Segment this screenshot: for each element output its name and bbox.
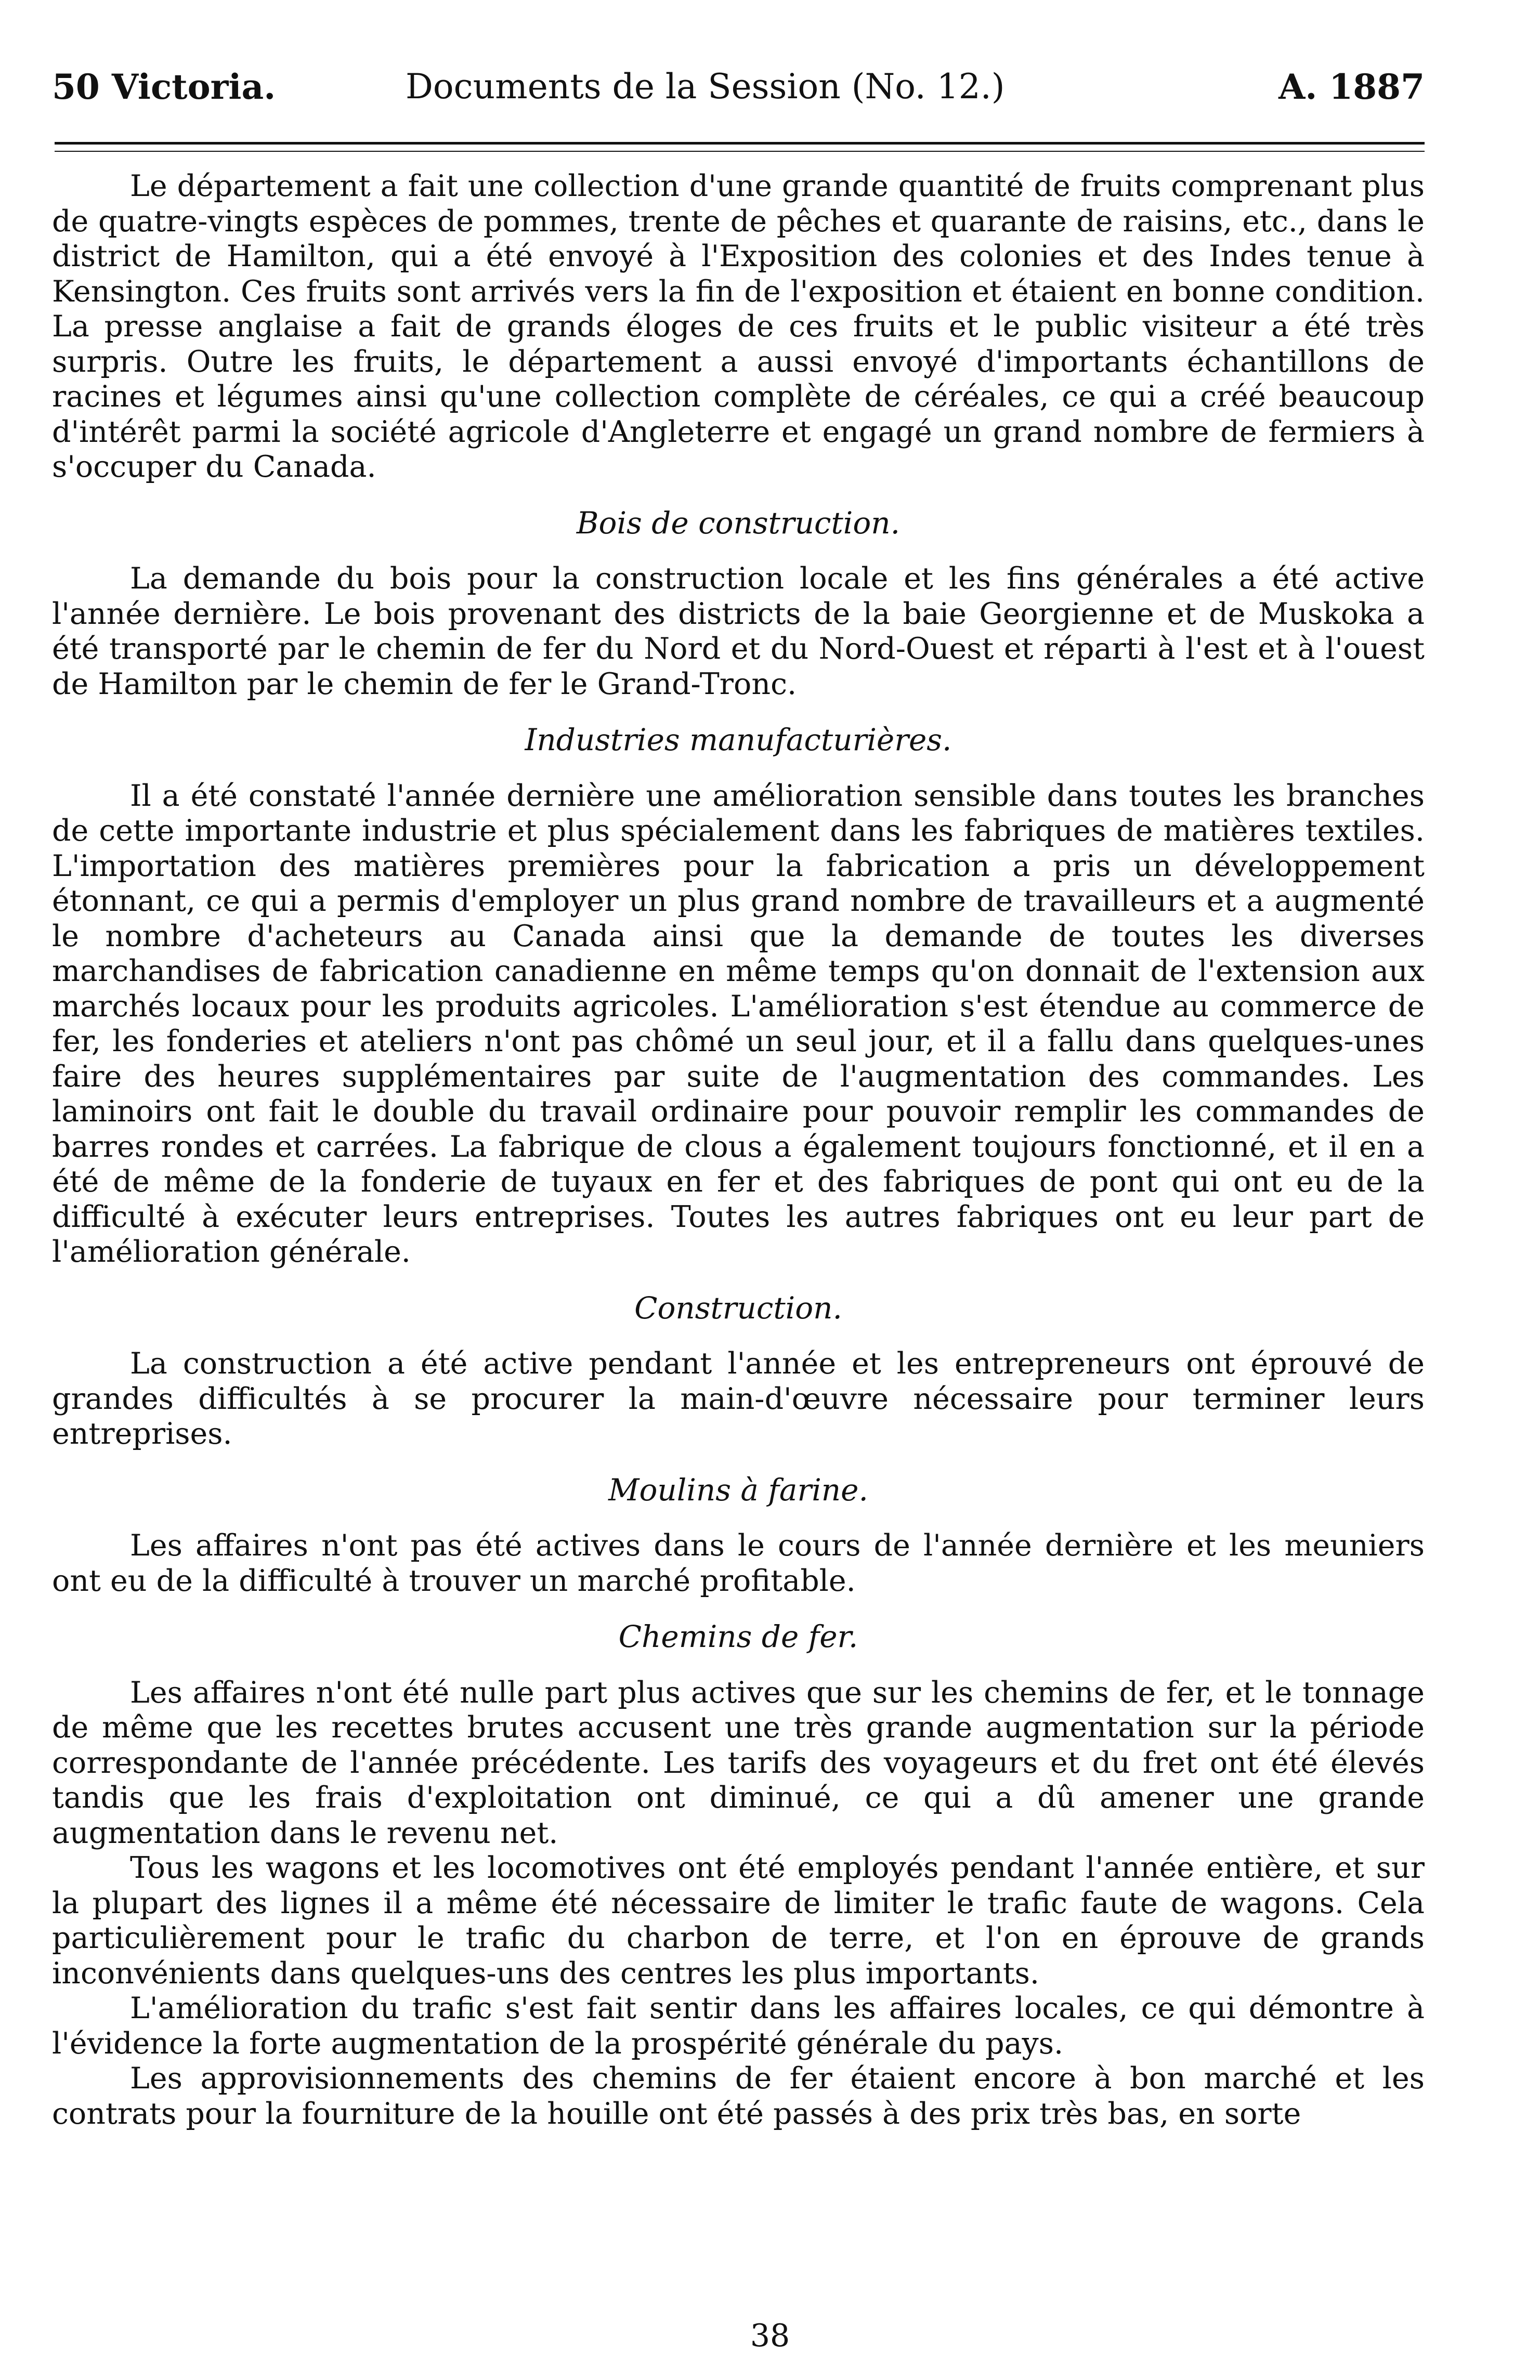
paragraph: Les affaires n'ont été nulle part plus actives que sur les chemins de fer, et le tonnage de même que les recettes brutes accusent une très grande augmentation sur la période correspondante de l'année précédente. Les tarifs des voyageurs et du fret ont été élevés tandis que les frais d'exploitation ont diminué, ce qui a dû amener une grande augmentation dans le revenu net. xyxy=(52,1675,1425,1850)
paragraph: La construction a été active pendant l'année et les entrepreneurs ont éprouvé de grandes difficultés à se procurer la main-d'œuvre nécessaire pour terminer leurs entreprises. xyxy=(52,1346,1425,1451)
section-heading: Industries manufacturières. xyxy=(525,722,952,757)
paragraph: Le département a fait une collection d'une grande quantité de fruits comprenant plus de quatre-vingts espèces de pommes, trente de pêches et quarante de raisins, etc., dans le district de Hamilton, qui a été envoyé à l'Exposition des colonies et des Indes tenue à Kensington. Ces fruits sont arrivés vers la fin de l'exposition et étaient en bonne condition. La presse anglaise a fait de grands éloges de ces fruits et le public visiteur a été très surpris. Outre les fruits, le département a aussi envoyé d'importants échantillons de racines et légumes ainsi qu'une collection complète de céréales, ce qui a créé beaucoup d'intérêt parmi la société agricole d'Angleterre et engagé un grand nombre de fermiers à s'occuper du Canada. xyxy=(52,169,1425,484)
paragraph: Les approvisionnements des chemins de fer étaient encore à bon marché et les contrats pour la fourniture de la houille ont été passés à des prix très bas, en sorte xyxy=(52,2061,1425,2131)
paragraph: L'amélioration du trafic s'est fait sentir dans les affaires locales, ce qui démontre à l'évidence la forte augmentation de la prospérité générale du pays. xyxy=(52,1991,1425,2061)
running-header xyxy=(52,67,1425,124)
paragraph: Tous les wagons et les locomotives ont été employés pendant l'année entière, et sur la plupart des lignes il a même été nécessaire de limiter le trafic faute de wagons. Cela particulièrement pour le trafic du charbon de terre, et l'on en éprouve de grands inconvénients dans quelques-uns des centres les plus importants. xyxy=(52,1851,1425,1991)
header-rule-thin xyxy=(55,151,1425,152)
section-heading: Moulins à farine. xyxy=(608,1472,868,1508)
header-rule-thick xyxy=(55,142,1425,145)
section-heading: Bois de construction. xyxy=(576,505,900,541)
section-heading: Chemins de fer. xyxy=(618,1619,858,1654)
page-number: 38 xyxy=(750,2318,790,2354)
paragraph: La demande du bois pour la construction locale et les fins générales a été active l'année dernière. Le bois provenant des districts de la baie Georgienne et de Muskoka a été transporté par le chemin de fer du Nord et du Nord-Ouest et réparti à l'est et à l'ouest de Hamilton par le chemin de fer le Grand-Tronc. xyxy=(52,561,1425,701)
header-right: A. 1887 xyxy=(1278,67,1425,107)
paragraph: Les affaires n'ont pas été actives dans le cours de l'année dernière et les meuniers ont eu de la difficulté à trouver un marché profitable. xyxy=(52,1528,1425,1598)
section-heading: Construction. xyxy=(634,1290,842,1326)
paragraph: Il a été constaté l'année dernière une amélioration sensible dans toutes les branches de cette importante industrie et plus spécialement dans les fabriques de matières textiles. L'importation des matières premières pour la fabrication a pris un développement étonnant, ce qui a permis d'employer un plus grand nombre de travailleurs et a augmenté le nombre d'acheteurs au Canada ainsi que la demande de toutes les diverses marchandises de fabrication canadienne en même temps qu'on donnait de l'extension aux marchés locaux pour les produits agricoles. L'amélioration s'est étendue au commerce de fer, les fonderies et ateliers n'ont pas chômé un seul jour, et il a fallu dans quelques-unes faire des heures supplémentaires par suite de l'augmentation des commandes. Les laminoirs ont fait le double du travail ordinaire pour pouvoir remplir les commandes de barres rondes et carrées. La fabrique de clous a également toujours fonctionné, et il en a été de même de la fonderie de tuyaux en fer et des fabriques de pont qui ont eu de la difficulté à exécuter leurs entreprises. Toutes les autres fabriques ont eu leur part de l'amélioration générale. xyxy=(52,778,1425,1269)
body-text xyxy=(52,169,1425,2131)
header-center: Documents de la Session (No. 12.) xyxy=(406,67,1005,107)
header-left: 50 Victoria. xyxy=(52,67,276,107)
